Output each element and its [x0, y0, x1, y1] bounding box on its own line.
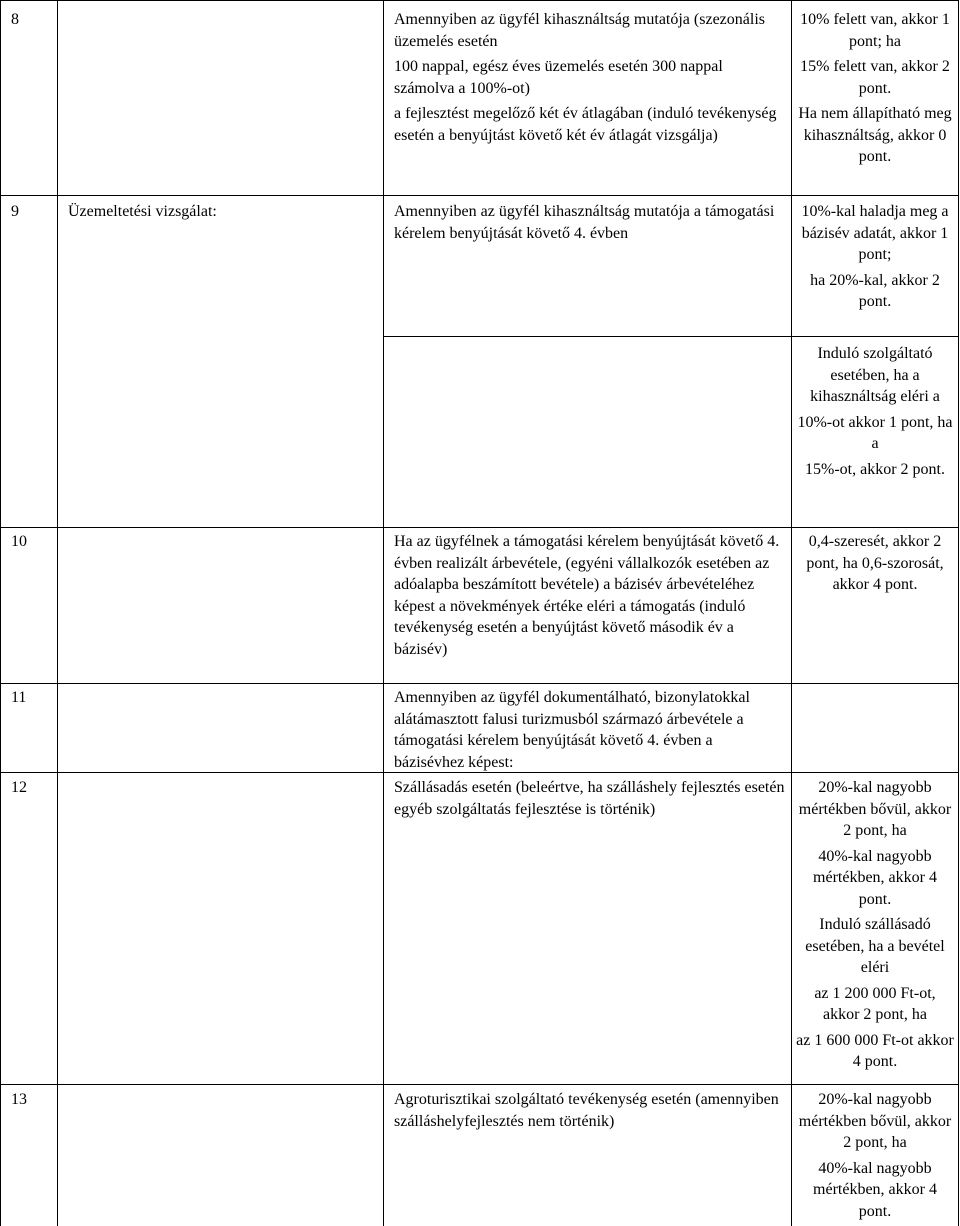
table-border-right-col: [791, 0, 792, 1226]
criteria-cell: [394, 1089, 786, 1132]
row-divider-9-10: [0, 527, 958, 528]
points-text: 10%-ot akkor 1 pont, ha a: [797, 413, 953, 452]
table-border-right: [958, 0, 959, 1226]
criteria-cell: [394, 201, 786, 244]
criteria-text: a fejlesztést megelőző két év átlagában (induló tevékenység esetén a benyújtást követő két év átlagát vizsgálja): [394, 105, 777, 144]
points-text: 10% felett van, akkor 1 pont; ha: [800, 11, 950, 50]
criteria-text: Amennyiben az ügyfél kihasználtság mutatója a támogatási kérelem benyújtását követő 4. évben: [394, 203, 775, 242]
points-text: 40%-kal nagyobb mértékben, akkor 4 pont.: [813, 847, 937, 908]
points-text: 0,4-szeresét, akkor 2 pont, ha 0,6-szorosát, akkor 4 pont.: [806, 533, 944, 593]
row-number: 12: [11, 779, 27, 796]
criteria-cell: [394, 531, 786, 660]
points-cell: [796, 201, 954, 313]
row-number: 9: [11, 203, 19, 220]
row-number: 11: [11, 689, 27, 706]
criteria-text: Szállásadás esetén (beleértve, ha szálláshely fejlesztés esetén egyéb szolgáltatás fejlesztése is történik): [394, 779, 785, 818]
points-text: 20%-kal nagyobb mértékben bővül, akkor 2 pont, ha: [798, 1091, 952, 1151]
criteria-text: Amennyiben az ügyfél dokumentálható, bizonylatokkal alátámasztott falusi turizmusból származó árbevétele a támogatási kérelem benyújtását követő 4. évben a bázisévhez képest:: [394, 689, 750, 771]
table-border-left: [0, 0, 1, 1226]
points-text: 20%-kal nagyobb mértékben bővül, akkor 2 pont, ha: [798, 779, 952, 839]
criteria-text: Agroturisztikai szolgáltató tevékenység esetén (amennyiben szálláshelyfejlesztés nem történik): [394, 1091, 779, 1130]
criteria-cell: [394, 777, 786, 820]
table-border-top: [0, 0, 958, 1]
table-border-num: [57, 1, 58, 1226]
criteria-text: 100 nappal, egész éves üzemelés esetén 300 nappal számolva a 100%-ot): [394, 58, 723, 97]
points-text: 15% felett van, akkor 2 pont.: [800, 58, 950, 97]
row-divider-12-13: [0, 1084, 958, 1085]
points-text: 15%-ot, akkor 2 pont.: [805, 460, 945, 478]
row-number: 13: [11, 1091, 27, 1108]
points-text: ha 20%-kal, akkor 2 pont.: [810, 271, 940, 310]
criteria-cell: [394, 687, 786, 773]
row-number: 10: [11, 533, 27, 550]
row-title: Üzemeltetési vizsgálat:: [68, 203, 217, 220]
criteria-cell: [394, 9, 786, 146]
criteria-text: Ha az ügyfélnek a támogatási kérelem benyújtását követő 4. évben realizált árbevétele, (egyéni vállalkozók esetében az adóalapba beszámított bevétele) a bázisév árbevételéhez képest a növekmények értéke eléri a támogatás (induló tevékenység esetén a benyújtást követő második év a bázisév): [394, 533, 780, 658]
criteria-text: Amennyiben az ügyfél kihasználtság mutatója (szezonális üzemelés esetén: [394, 11, 765, 50]
points-cell: [796, 531, 954, 596]
points-cell: [796, 1089, 954, 1222]
points-text: az 1 600 000 Ft-ot akkor 4 pont.: [796, 1031, 954, 1070]
table-border-mid: [383, 0, 384, 1226]
points-text: 40%-kal nagyobb mértékben, akkor 4 pont.: [813, 1159, 937, 1220]
points-text: Induló szállásadó esetében, ha a bevétel eléri: [805, 916, 945, 976]
row-number: 8: [11, 11, 19, 28]
points-text: az 1 200 000 Ft-ot, akkor 2 pont, ha: [814, 984, 936, 1023]
points-text: Ha nem állapítható meg kihasználtság, akkor 0 pont.: [798, 105, 952, 165]
row-divider-8-9: [0, 195, 958, 196]
row-divider-9-sub: [383, 336, 958, 337]
points-text: 10%-kal haladja meg a bázisév adatát, akkor 1 pont;: [801, 203, 949, 263]
points-cell: [796, 9, 954, 168]
points-cell: [796, 777, 954, 1073]
points-cell: [796, 343, 954, 480]
points-text: Induló szolgáltató esetében, ha a kihasználtság eléri a: [810, 345, 940, 405]
row-divider-10-11: [0, 683, 958, 684]
